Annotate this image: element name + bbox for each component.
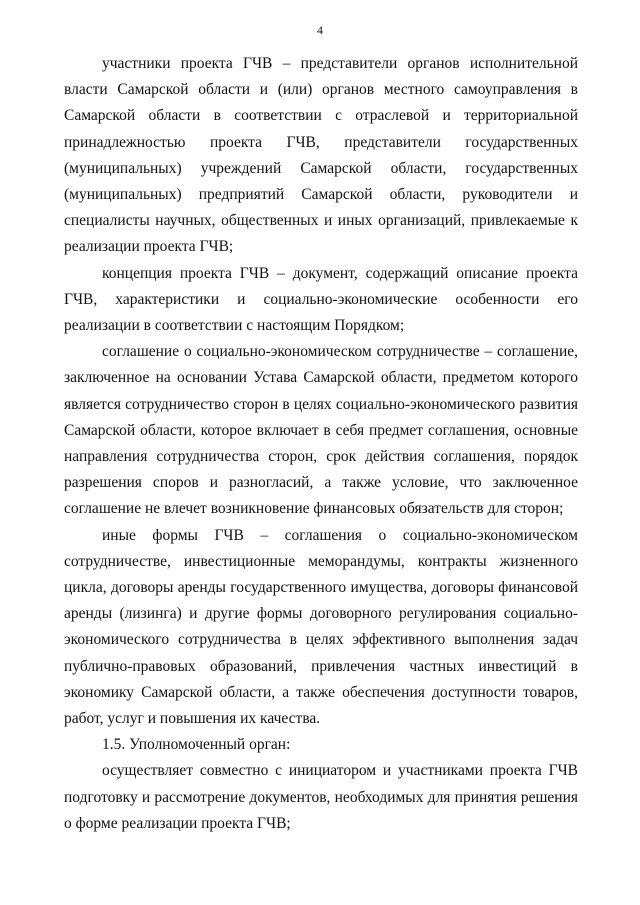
document-body xyxy=(64,51,578,837)
paragraph-project-participants: участники проекта ГЧВ – представители органов исполнительной власти Самарской области и (или) органов местного самоуправления в Самарской области в соответствии с отраслевой и территориальной принадлежностью проекта ГЧВ, представители государственных (муниципальных) учреждений Самарской области, государственных (муниципальных) предприятий Самарской области, руководители и специалисты научных, общественных и иных организаций, привлекаемые к реализации проекта ГЧВ; xyxy=(64,55,578,256)
paragraph-authorized-body-duty: осуществляет совместно с инициатором и участниками проекта ГЧВ подготовку и рассмотрение документов, необходимых для принятия решения о форме реализации проекта ГЧВ; xyxy=(64,762,578,832)
section-heading-1-5: 1.5. Уполномоченный орган: xyxy=(102,736,291,754)
page-number: 4 xyxy=(317,23,323,37)
paragraph-project-concept: концепция проекта ГЧВ – документ, содержащий описание проекта ГЧВ, характеристики и социально-экономические особенности его реализации в соответствии с настоящим Порядком; xyxy=(64,264,578,335)
paragraph-cooperation-agreement: соглашение о социально-экономическом сотрудничестве – соглашение, заключенное на основании Устава Самарской области, предметом которого является сотрудничество сторон в целях социально-экономического развития Самарской области, которое включает в себя предмет соглашения, основные направления сотрудничества сторон, срок действия соглашения, порядок разрешения споров и разногласий, а также условие, что заключенное соглашение не влечет возникновение финансовых обязательств для сторон; xyxy=(64,343,578,518)
paragraph-other-forms: иные формы ГЧВ – соглашения о социально-экономическом сотрудничестве, инвестиционные меморандумы, контракты жизненного цикла, договоры аренды государственного имущества, договоры финансовой аренды (лизинга) и другие формы договорного регулирования социально-экономического сотрудничества в целях эффективного выполнения задач публично-правовых образований, привлечения частных инвестиций в экономику Самарской области, а также обеспечения доступности товаров, работ, услуг и повышения их качества. xyxy=(64,526,578,728)
